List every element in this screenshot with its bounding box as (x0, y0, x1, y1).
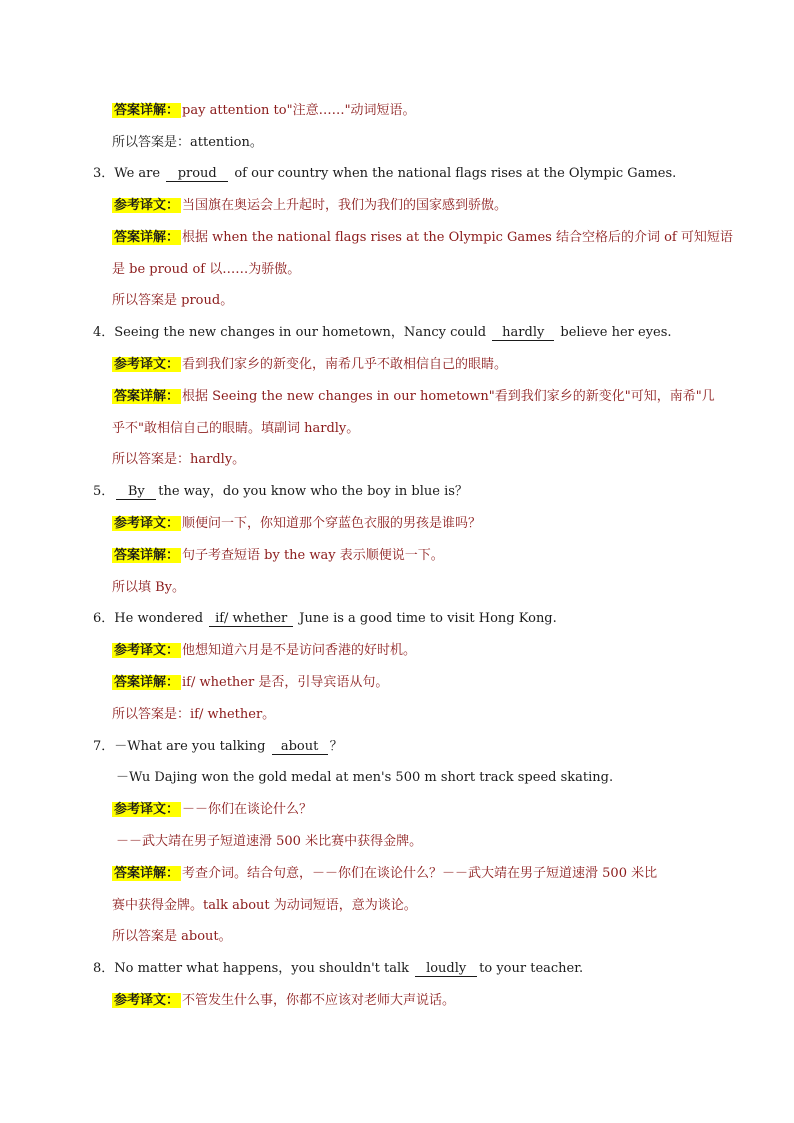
detail-text-cont: 赛中获得金牌。talk about 为动词短语，意为谈论。 (112, 898, 417, 913)
question-7 (93, 737, 343, 757)
translation-label: 参考译文： (114, 643, 180, 658)
answer-line: 所以答案是 about。 (112, 929, 232, 944)
question-text: ？ (329, 739, 343, 754)
question-number: 8． (93, 961, 115, 976)
question-4 (93, 323, 672, 343)
translation-line (112, 991, 455, 1011)
answer-blank: loudly (415, 962, 477, 977)
question-text: the way，do you know who the boy in blue is？ (158, 484, 468, 499)
question-text: Seeing the new changes in our hometown，Nancy could (114, 325, 487, 340)
question-text: No matter what happens，you shouldn't talk (114, 961, 410, 976)
translation-text: 不管发生什么事，你都不应该对老师大声说话。 (182, 993, 456, 1008)
answer-line: 所以答案是 proud。 (112, 293, 234, 308)
translation-label: 参考译文： (114, 993, 180, 1008)
detail-line (112, 673, 388, 693)
question-5 (93, 482, 468, 502)
detail-line (112, 101, 416, 121)
detail-label: 答案详解： (114, 675, 180, 690)
answer-line: 所以填 By。 (112, 580, 186, 595)
translation-text: －－你们在谈论什么？ (182, 802, 313, 817)
translation-label: 参考译文： (114, 357, 180, 372)
question-number: 6． (93, 611, 115, 626)
detail-text: 根据 Seeing the new changes in our hometown"看到我们家乡的新变化"可知，南希"几 (182, 389, 715, 404)
answer-line: 所以答案是：attention。 (112, 135, 263, 150)
translation-line (112, 800, 312, 820)
detail-label: 答案详解： (114, 866, 180, 881)
detail-text: pay attention to"注意……"动词短语。 (182, 103, 416, 118)
question-text: of our country when the national flags rises at the Olympic Games. (234, 166, 677, 181)
translation-label: 参考译文： (114, 802, 180, 817)
answer-blank: hardly (492, 326, 554, 341)
question-text: He wondered (114, 611, 204, 626)
question-text: believe her eyes. (560, 325, 672, 340)
translation-label: 参考译文： (114, 516, 180, 531)
answer-blank: if/ whether (209, 612, 293, 627)
detail-text: 句子考查短语 by the way 表示顺便说一下。 (182, 548, 444, 563)
detail-line (112, 864, 657, 884)
answer-blank: proud (166, 167, 228, 182)
translation-line (112, 355, 507, 375)
answer-line: 所以答案是：if/ whether。 (112, 707, 276, 722)
detail-label: 答案详解： (114, 548, 180, 563)
detail-line (112, 387, 715, 407)
question-text: to your teacher. (479, 961, 584, 976)
question-text: －What are you talking (114, 739, 266, 754)
question-7-line2: －Wu Dajing won the gold medal at men's 500 m short track speed skating. (116, 770, 614, 785)
question-text: We are (114, 166, 161, 181)
detail-text-cont: 是 be proud of 以……为骄傲。 (112, 262, 301, 277)
question-text: June is a good time to visit Hong Kong. (299, 611, 557, 626)
translation-line (112, 196, 507, 216)
translation-text-cont: －－武大靖在男子短道速滑 500 米比赛中获得金牌。 (116, 834, 423, 849)
question-number: 7． (93, 739, 115, 754)
question-6 (93, 609, 557, 629)
detail-line (112, 228, 733, 248)
detail-label: 答案详解： (114, 389, 180, 404)
detail-text: if/ whether 是否，引导宾语从句。 (182, 675, 389, 690)
detail-text-cont: 乎不"敢相信自己的眼睛。填副词 hardly。 (112, 421, 360, 436)
translation-line (112, 641, 416, 661)
answer-line: 所以答案是：hardly。 (112, 452, 246, 467)
detail-label: 答案详解： (114, 230, 180, 245)
answer-blank: By (116, 485, 156, 500)
question-3 (93, 164, 676, 184)
translation-label: 参考译文： (114, 198, 180, 213)
question-number: 4． (93, 325, 115, 340)
detail-text: 根据 when the national flags rises at the Olympic Games 结合空格后的介词 of 可知短语 (182, 230, 733, 245)
detail-text: 考查介词。结合句意，－－你们在谈论什么？－－武大靖在男子短道速滑 500 米比 (182, 866, 658, 881)
translation-text: 看到我们家乡的新变化，南希几乎不敢相信自己的眼睛。 (182, 357, 508, 372)
detail-label: 答案详解： (114, 103, 180, 118)
translation-text: 顺便问一下，你知道那个穿蓝色衣服的男孩是谁吗？ (182, 516, 482, 531)
question-number: 5． (93, 484, 115, 499)
translation-line (112, 514, 481, 534)
translation-text: 当国旗在奥运会上升起时，我们为我们的国家感到骄傲。 (182, 198, 508, 213)
question-8 (93, 959, 583, 979)
translation-text: 他想知道六月是不是访问香港的好时机。 (182, 643, 417, 658)
question-number: 3． (93, 166, 115, 181)
detail-line (112, 546, 444, 566)
answer-blank: about (272, 740, 328, 755)
